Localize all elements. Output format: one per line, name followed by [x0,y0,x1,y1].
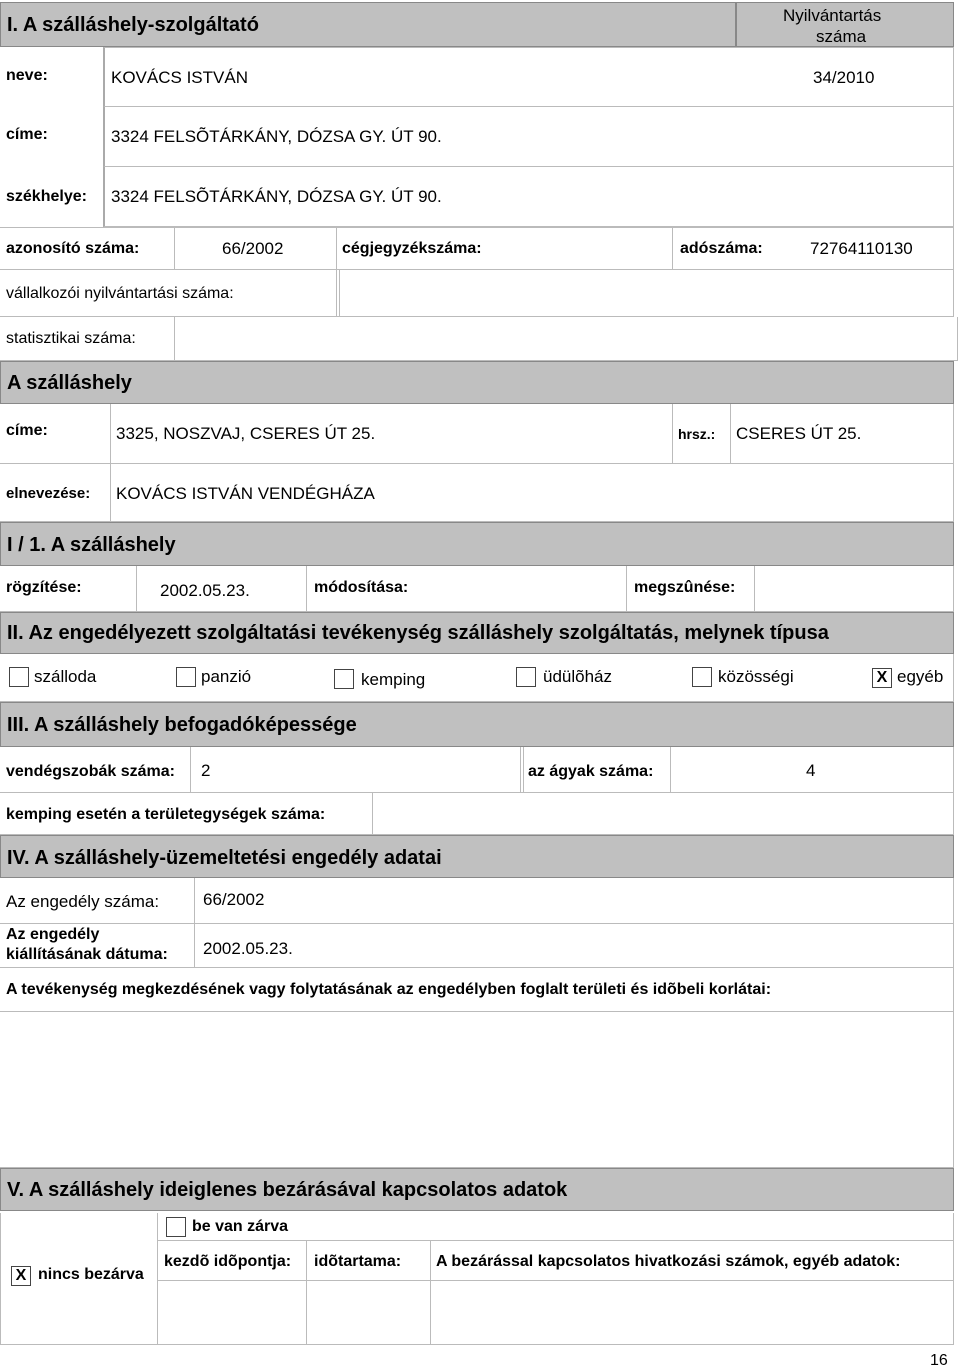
checkbox-camping[interactable] [334,669,354,689]
section-3-title: III. A szálláshely befogadóképessége [7,714,357,736]
tax-number-label: adószáma: [680,240,763,257]
closed-cell [158,1213,954,1241]
registration-number-value: 34/2010 [813,68,875,87]
identifier-row [0,227,954,270]
permit-date-label-line2: kiállításának dátuma: [6,946,168,963]
checkbox-community[interactable] [692,667,712,687]
address-field [103,107,954,167]
seat-value: 3324 FELSÕTÁRKÁNY, DÓZSA GY. ÚT 90. [111,187,442,206]
permit-number-value: 66/2002 [203,890,265,909]
name-label: neve: [6,67,48,84]
entrepreneur-row [0,270,954,317]
recorded-label: rögzítése: [6,579,82,596]
statistical-row [0,317,958,361]
beds-label: az ágyak száma: [528,763,654,780]
dates-row [0,566,954,612]
checkbox-closed[interactable] [166,1217,186,1237]
camping-units-label: kemping esetén a területegységek száma: [6,806,326,823]
checkbox-other[interactable]: X [872,668,892,688]
start-date-label: kezdõ idõpontja: [164,1253,292,1270]
recorded-value: 2002.05.23. [160,581,250,600]
beds-value: 4 [806,761,816,780]
entrepreneur-label: vállalkozói nyilvántartási száma: [6,285,234,302]
identifier-label: azonosító száma: [6,240,140,257]
type-options-row [0,654,954,702]
permit-number-row [0,878,954,924]
closed-label: be van zárva [192,1218,289,1235]
hrsz-value: CSERES ÚT 25. [736,424,862,443]
checkbox-not-closed[interactable]: X [11,1266,31,1286]
option-other-label: egyéb [897,667,944,686]
address-value: 3324 FELSÕTÁRKÁNY, DÓZSA GY. ÚT 90. [111,127,442,146]
camping-units-row [0,793,954,835]
option-pension-label: panzió [201,667,252,686]
checkbox-pension[interactable] [176,667,196,687]
tax-number-value: 72764110130 [810,239,913,258]
option-camping-label: kemping [361,670,426,689]
section-1-title: I. A szálláshely-szolgáltató [7,14,259,36]
limits-value-area [0,1012,954,1168]
accommodation-name-value: KOVÁCS ISTVÁN VENDÉGHÁZA [116,484,375,503]
section-2-header [0,612,954,654]
accommodation-title: A szálláshely [7,372,132,394]
modified-label: módosítása: [314,579,409,596]
limits-label: A tevékenység megkezdésének vagy folytatásának az engedélyben foglalt területi és idõbeli korlátai: [6,981,772,998]
registration-label-line1: Nyilvántartás [783,6,882,25]
checkbox-hotel[interactable] [9,667,29,687]
accommodation-address-value: 3325, NOSZVAJ, CSERES ÚT 25. [116,424,376,443]
page-number: 16 [930,1352,948,1369]
address-label: címe: [6,126,48,143]
not-closed-label: nincs bezárva [38,1266,144,1283]
section-1-header [0,2,736,47]
rooms-value: 2 [201,761,211,780]
section-2-title: II. Az engedélyezett szolgáltatási tevékenység szálláshely szolgáltatás, melynek típusa [7,622,829,644]
accommodation-name-label: elnevezése: [6,485,91,502]
name-field [103,47,954,107]
section-1-1-title: I / 1. A szálláshely [7,534,176,556]
option-holiday-house-label: üdülõház [543,667,613,686]
option-community-label: közösségi [718,667,794,686]
checkbox-holiday-house[interactable] [516,667,536,687]
references-label: A bezárással kapcsolatos hivatkozási számok, egyéb adatok: [436,1253,901,1270]
section-4-header [0,835,954,878]
accommodation-address-row [0,404,954,464]
accommodation-address-label: címe: [6,422,48,439]
capacity-row [0,747,954,793]
registration-label-line2: száma [816,27,867,46]
permit-date-row [0,924,954,968]
option-hotel-label: szálloda [34,667,97,686]
permit-date-label-line1: Az engedély [6,926,100,943]
duration-label: idõtartama: [314,1253,402,1270]
seat-field [103,167,954,227]
section-1-1-header [0,522,954,566]
registration-number-header [736,2,954,47]
seat-label: székhelye: [6,188,87,205]
limits-label-row [0,968,954,1012]
permit-date-value: 2002.05.23. [203,939,293,958]
rooms-label: vendégszobák száma: [6,763,175,780]
closure-details-header [158,1241,954,1281]
closure-details-values [158,1281,954,1345]
hrsz-label: hrsz.: [678,426,716,442]
company-registration-label: cégjegyzékszáma: [342,240,482,257]
section-4-title: IV. A szálláshely-üzemeltetési engedély adatai [7,847,442,869]
section-5-title: V. A szálláshely ideiglenes bezárásával kapcsolatos adatok [7,1179,568,1201]
permit-number-label: Az engedély száma: [6,892,160,911]
statistical-label: statisztikai száma: [6,330,136,347]
section-5-header [0,1168,954,1211]
identifier-value: 66/2002 [222,239,284,258]
not-closed-cell [0,1213,158,1345]
accommodation-name-row [0,464,954,522]
section-3-header [0,702,954,747]
terminated-label: megszûnése: [634,579,736,596]
name-value: KOVÁCS ISTVÁN [111,68,248,87]
accommodation-header [0,361,954,404]
